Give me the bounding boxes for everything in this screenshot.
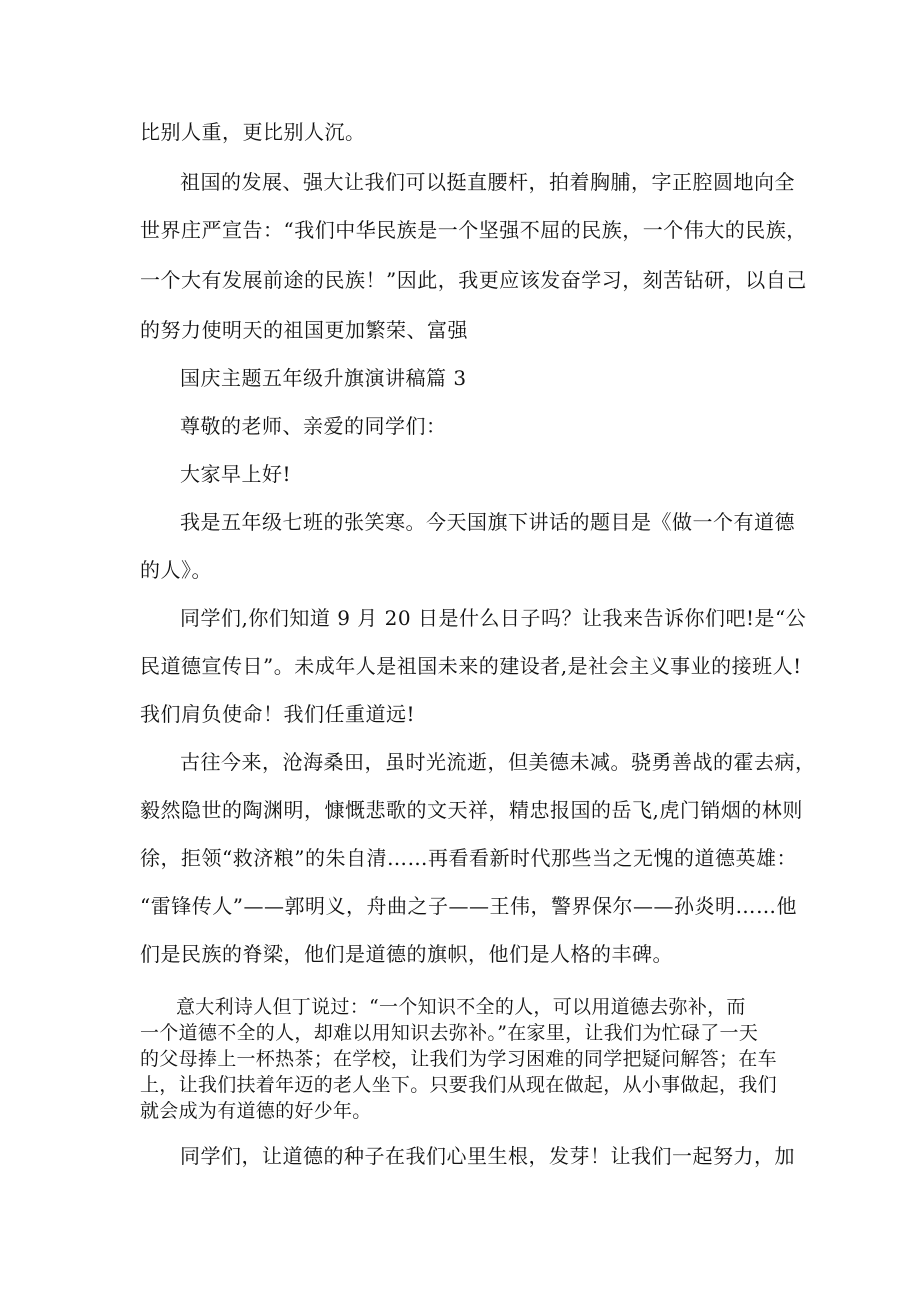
- text-line: 我是五年级七班的张笑寒。今天国旗下讲话的题目是《做一个有道德: [180, 510, 795, 534]
- text-line: “雷锋传人”——郭明义，舟曲之子——王伟，警界保尔——孙炎明……他: [140, 894, 797, 918]
- text-line: 上，让我们扶着年迈的老人坐下。只要我们从现在做起，从小事做起，我们: [140, 1074, 777, 1096]
- salutation: 尊敬的老师、亲爱的同学们：: [180, 414, 447, 438]
- text-line: 意大利诗人但丁说过：“一个知识不全的人，可以用道德去弥补，而: [176, 996, 746, 1018]
- text-line: 世界庄严宣告：“我们中华民族是一个坚强不屈的民族，一个伟大的民族，: [140, 218, 807, 242]
- text-line: 一个道德不全的人，却难以用知识去弥补。”在家里，让我们为忙碌了一天: [140, 1022, 759, 1044]
- text-line: 一个大有发展前途的民族！”因此，我更应该发奋学习，刻苦钻研，以自己: [140, 268, 807, 292]
- text-line: 毅然隐世的陶渊明，慷慨悲歌的文天祥，精忠报国的岳飞,虎门销烟的林则: [140, 798, 803, 822]
- greeting: 大家早上好!: [180, 462, 292, 486]
- text-line: 祖国的发展、强大让我们可以挺直腰杆，拍着胸脯，字正腔圆地向全: [180, 170, 795, 194]
- text-line: 古往今来，沧海桑田，虽时光流逝，但美德未减。骁勇善战的霍去病，: [180, 750, 816, 774]
- text-line: 的努力使明天的祖国更加繁荣、富强: [140, 318, 468, 342]
- text-line: 同学们,你们知道 9 月 20 日是什么日子吗？让我来告诉你们吧!是“公: [180, 606, 807, 630]
- text-line: 的父母捧上一杯热茶；在学校，让我们为学习困难的同学把疑问解答；在车: [140, 1048, 777, 1070]
- text-line: 我们肩负使命！我们任重道远!: [140, 702, 416, 726]
- text-line: 同学们，让道德的种子在我们心里生根，发芽！让我们一起努力，加: [180, 1144, 795, 1168]
- text-line: 的人》。: [140, 558, 212, 582]
- section-heading: 国庆主题五年级升旗演讲稿篇 3: [180, 366, 467, 390]
- text-line: 们是民族的脊梁，他们是道德的旗帜，他们是人格的丰碑。: [140, 942, 673, 966]
- text-line: 比别人重，更比别人沉。: [140, 120, 366, 144]
- text-line: 徐，拒领“救济粮”的朱自清……再看看新时代那些当之无愧的道德英雄：: [140, 846, 797, 870]
- text-line: 就会成为有道德的好少年。: [140, 1100, 372, 1122]
- text-line: 民道德宣传日”。未成年人是祖国未来的建设者,是社会主义事业的接班人!: [140, 654, 802, 678]
